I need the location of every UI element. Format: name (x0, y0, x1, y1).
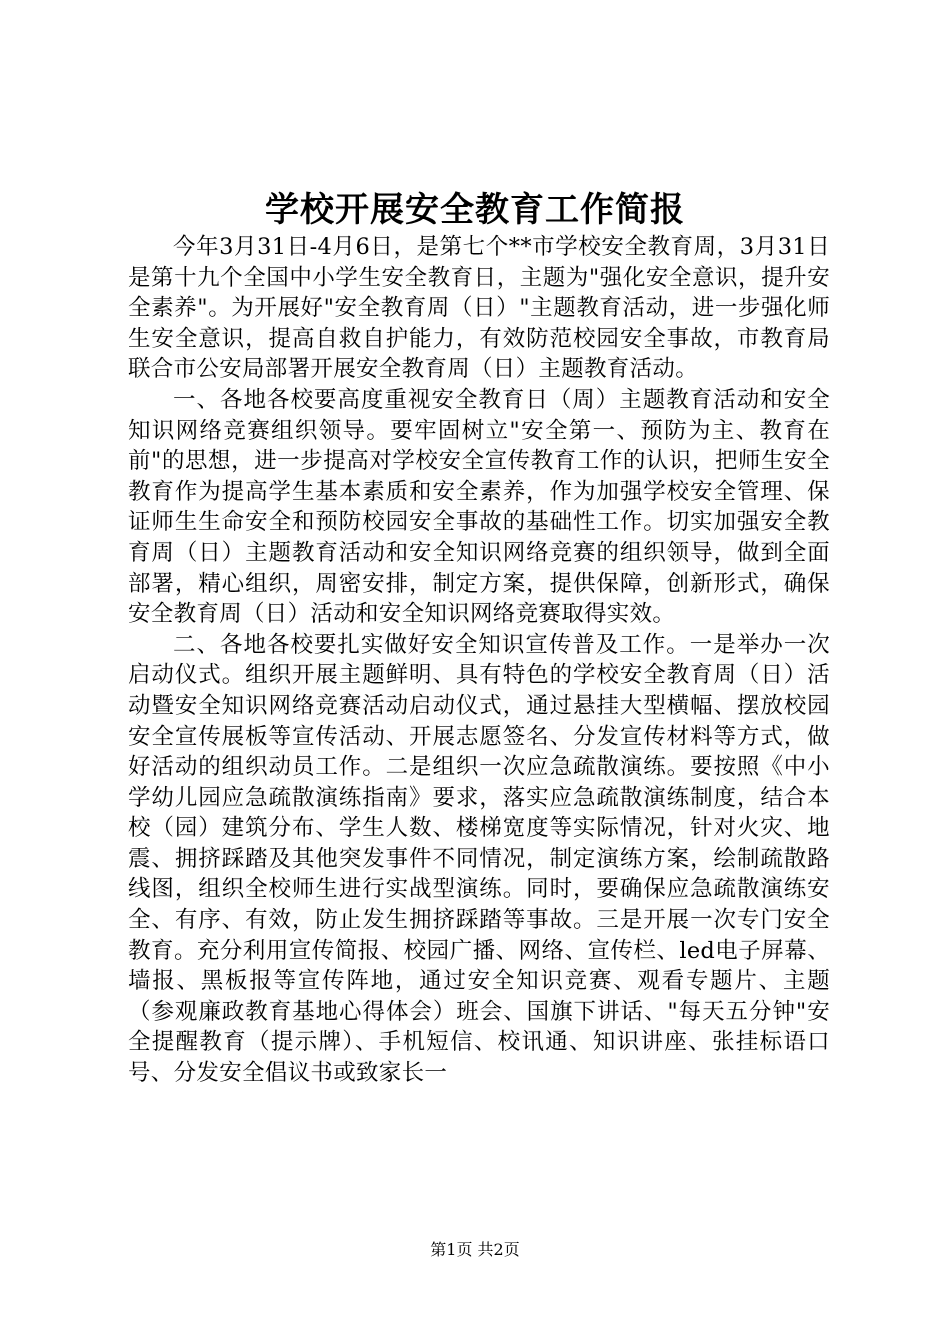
document-title: 学校开展安全教育工作简报 (265, 190, 685, 230)
paragraph-section-two: 二、各地各校要扎实做好安全知识宣传普及工作。一是举办一次启动仪式。组织开展主题鲜明、具有特色的学校安全教育周（日）活动暨安全知识网络竞赛活动启动仪式，通过悬挂大型横幅、摆放校园安全宣传展板等宣传活动、开展志愿签名、分发宣传材料等方式，做好活动的组织动员工作。二是组织一次应急疏散演练。要按照《中小学幼儿园应急疏散演练指南》要求，落实应急疏散演练制度，结合本校（园）建筑分布、学生人数、楼梯宽度等实际情况，针对火灾、地震、拥挤踩踏及其他突发事件不同情况，制定演练方案，绘制疏散路线图，组织全校师生进行实战型演练。同时，要确保应急疏散演练安全、有序、有效，防止发生拥挤踩踏等事故。三是开展一次专门安全教育。充分利用宣传简报、校园广播、网络、宣传栏、led电子屏幕、墙报、黑板报等宣传阵地，通过安全知识竞赛、观看专题片、主题（参观廉政教育基地心得体会）班会、国旗下讲话、"每天五分钟"安全提醒教育（提示牌）、手机短信、校讯通、知识讲座、张挂标语口号、分发安全倡议书或致家长一 (128, 631, 830, 1087)
document-body (128, 232, 830, 1089)
page-number-footer: 第1页 共2页 (430, 1240, 520, 1259)
paragraph-intro: 今年3月31日-4月6日，是第七个**市学校安全教育周，3月31日是第十九个全国中小学生安全教育日，主题为"强化安全意识，提升安全素养"。为开展好"安全教育周（日）"主题教育活动，进一步强化师生安全意识，提高自救自护能力，有效防范校园安全事故，市教育局联合市公安局部署开展安全教育周（日）主题教育活动。 (128, 234, 830, 383)
paragraph-section-one: 一、各地各校要高度重视安全教育日（周）主题教育活动和安全知识网络竞赛组织领导。要牢固树立"安全第一、预防为主、教育在前"的思想，进一步提高对学校安全宣传教育工作的认识，把师生安全教育作为提高学生基本素质和安全素养，作为加强学校安全管理、保证师生生命安全和预防校园安全事故的基础性工作。切实加强安全教育周（日）主题教育活动和安全知识网络竞赛的组织领导，做到全面部署，精心组织，周密安排，制定方案，提供保障，创新形式，确保安全教育周（日）活动和安全知识网络竞赛取得实效。 (128, 386, 830, 628)
